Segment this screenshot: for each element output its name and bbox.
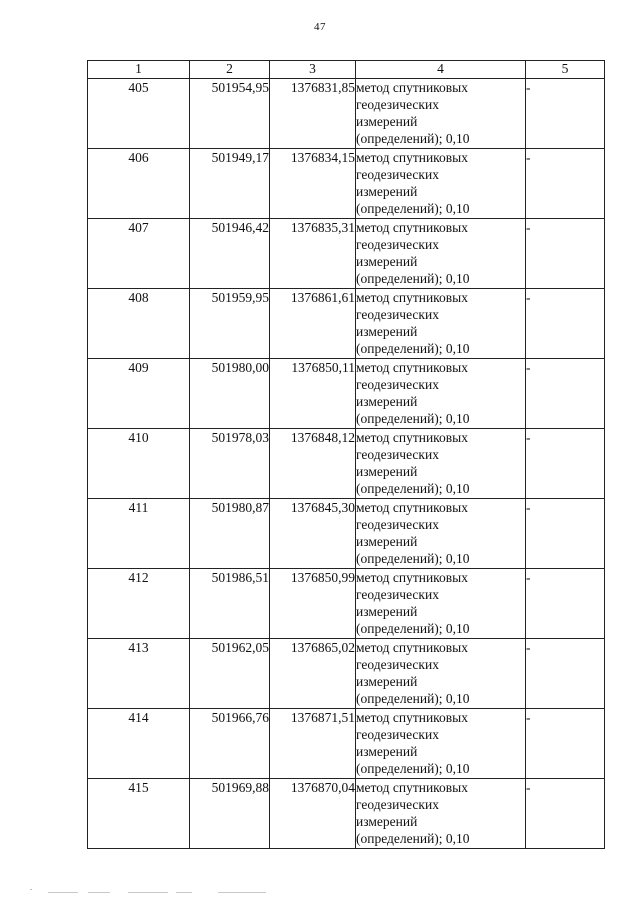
- coord-x-cell: 501966,76: [190, 709, 270, 779]
- note-cell: -: [526, 429, 605, 499]
- note-cell: -: [526, 709, 605, 779]
- coord-x-cell: 501986,51: [190, 569, 270, 639]
- coord-y-cell: 1376848,12: [270, 429, 356, 499]
- method-line: геодезических: [356, 797, 439, 812]
- method-line: (определений); 0,10: [356, 831, 470, 846]
- coord-x-cell: 501959,95: [190, 289, 270, 359]
- header-col-3: 3: [270, 61, 356, 79]
- coord-y-cell: 1376870,04: [270, 779, 356, 849]
- method-cell: [356, 709, 526, 779]
- method-line: геодезических: [356, 167, 439, 182]
- method-line: метод спутниковых: [356, 500, 468, 515]
- coord-x-cell: 501949,17: [190, 149, 270, 219]
- method-line: измерений: [356, 394, 418, 409]
- coord-x-cell: 501969,88: [190, 779, 270, 849]
- coord-y-cell: 1376850,11: [270, 359, 356, 429]
- method-line: (определений); 0,10: [356, 131, 470, 146]
- note-cell: -: [526, 359, 605, 429]
- method-line: (определений); 0,10: [356, 271, 470, 286]
- method-line: измерений: [356, 114, 418, 129]
- coord-y-cell: 1376865,02: [270, 639, 356, 709]
- point-number-cell: 413: [88, 639, 190, 709]
- table-row: [88, 289, 605, 359]
- method-line: геодезических: [356, 657, 439, 672]
- table-row: [88, 219, 605, 289]
- coord-x-cell: 501946,42: [190, 219, 270, 289]
- point-number-cell: 415: [88, 779, 190, 849]
- method-line: метод спутниковых: [356, 360, 468, 375]
- method-line: (определений); 0,10: [356, 551, 470, 566]
- method-line: (определений); 0,10: [356, 691, 470, 706]
- method-cell: [356, 149, 526, 219]
- method-line: метод спутниковых: [356, 640, 468, 655]
- method-line: геодезических: [356, 307, 439, 322]
- coord-y-cell: 1376835,31: [270, 219, 356, 289]
- coord-x-cell: 501980,87: [190, 499, 270, 569]
- method-line: измерений: [356, 464, 418, 479]
- method-cell: [356, 639, 526, 709]
- coord-y-cell: 1376845,30: [270, 499, 356, 569]
- note-cell: -: [526, 289, 605, 359]
- method-line: (определений); 0,10: [356, 761, 470, 776]
- point-number-cell: 408: [88, 289, 190, 359]
- method-line: измерений: [356, 324, 418, 339]
- note-cell: -: [526, 219, 605, 289]
- method-line: (определений); 0,10: [356, 341, 470, 356]
- note-cell: -: [526, 149, 605, 219]
- point-number-cell: 405: [88, 79, 190, 149]
- method-line: метод спутниковых: [356, 570, 468, 585]
- table-row: [88, 359, 605, 429]
- method-line: измерений: [356, 814, 418, 829]
- coord-y-cell: 1376871,51: [270, 709, 356, 779]
- method-line: (определений); 0,10: [356, 411, 470, 426]
- method-line: метод спутниковых: [356, 290, 468, 305]
- table-row: [88, 79, 605, 149]
- method-line: измерений: [356, 744, 418, 759]
- point-number-cell: 407: [88, 219, 190, 289]
- note-cell: -: [526, 569, 605, 639]
- method-cell: [356, 499, 526, 569]
- coord-x-cell: 501980,00: [190, 359, 270, 429]
- method-cell: [356, 569, 526, 639]
- coord-x-cell: 501962,05: [190, 639, 270, 709]
- page-number: 47: [314, 21, 326, 33]
- method-line: метод спутниковых: [356, 710, 468, 725]
- note-cell: -: [526, 779, 605, 849]
- method-line: (определений); 0,10: [356, 481, 470, 496]
- table-row: [88, 639, 605, 709]
- method-cell: [356, 219, 526, 289]
- method-cell: [356, 79, 526, 149]
- table-row: [88, 149, 605, 219]
- note-cell: -: [526, 499, 605, 569]
- coord-y-cell: 1376831,85: [270, 79, 356, 149]
- coord-x-cell: 501954,95: [190, 79, 270, 149]
- point-number-cell: 412: [88, 569, 190, 639]
- point-number-cell: 411: [88, 499, 190, 569]
- point-number-cell: 410: [88, 429, 190, 499]
- method-line: метод спутниковых: [356, 150, 468, 165]
- note-cell: -: [526, 79, 605, 149]
- method-line: метод спутниковых: [356, 220, 468, 235]
- method-line: измерений: [356, 674, 418, 689]
- coord-y-cell: 1376850,99: [270, 569, 356, 639]
- table-row: [88, 709, 605, 779]
- point-number-cell: 409: [88, 359, 190, 429]
- note-cell: -: [526, 639, 605, 709]
- header-col-2: 2: [190, 61, 270, 79]
- method-line: геодезических: [356, 517, 439, 532]
- table-body: [88, 79, 605, 849]
- table-row: [88, 569, 605, 639]
- method-cell: [356, 289, 526, 359]
- header-col-5: 5: [526, 61, 605, 79]
- method-line: метод спутниковых: [356, 80, 468, 95]
- method-line: метод спутниковых: [356, 430, 468, 445]
- coord-x-cell: 501978,03: [190, 429, 270, 499]
- method-cell: [356, 359, 526, 429]
- method-line: геодезических: [356, 237, 439, 252]
- method-line: измерений: [356, 254, 418, 269]
- method-line: измерений: [356, 604, 418, 619]
- coord-y-cell: 1376834,15: [270, 149, 356, 219]
- method-cell: [356, 429, 526, 499]
- method-line: измерений: [356, 534, 418, 549]
- method-line: геодезических: [356, 447, 439, 462]
- coordinates-table: [87, 60, 605, 849]
- method-line: (определений); 0,10: [356, 621, 470, 636]
- method-line: геодезических: [356, 587, 439, 602]
- header-col-1: 1: [88, 61, 190, 79]
- method-line: метод спутниковых: [356, 780, 468, 795]
- coord-y-cell: 1376861,61: [270, 289, 356, 359]
- table-header-row: [88, 61, 605, 79]
- point-number-cell: 414: [88, 709, 190, 779]
- method-cell: [356, 779, 526, 849]
- method-line: измерений: [356, 184, 418, 199]
- method-line: геодезических: [356, 377, 439, 392]
- point-number-cell: 406: [88, 149, 190, 219]
- header-col-4: 4: [356, 61, 526, 79]
- scan-footer-artifacts: [0, 886, 640, 896]
- table-row: [88, 499, 605, 569]
- table-row: [88, 429, 605, 499]
- method-line: геодезических: [356, 97, 439, 112]
- table-row: [88, 779, 605, 849]
- method-line: геодезических: [356, 727, 439, 742]
- method-line: (определений); 0,10: [356, 201, 470, 216]
